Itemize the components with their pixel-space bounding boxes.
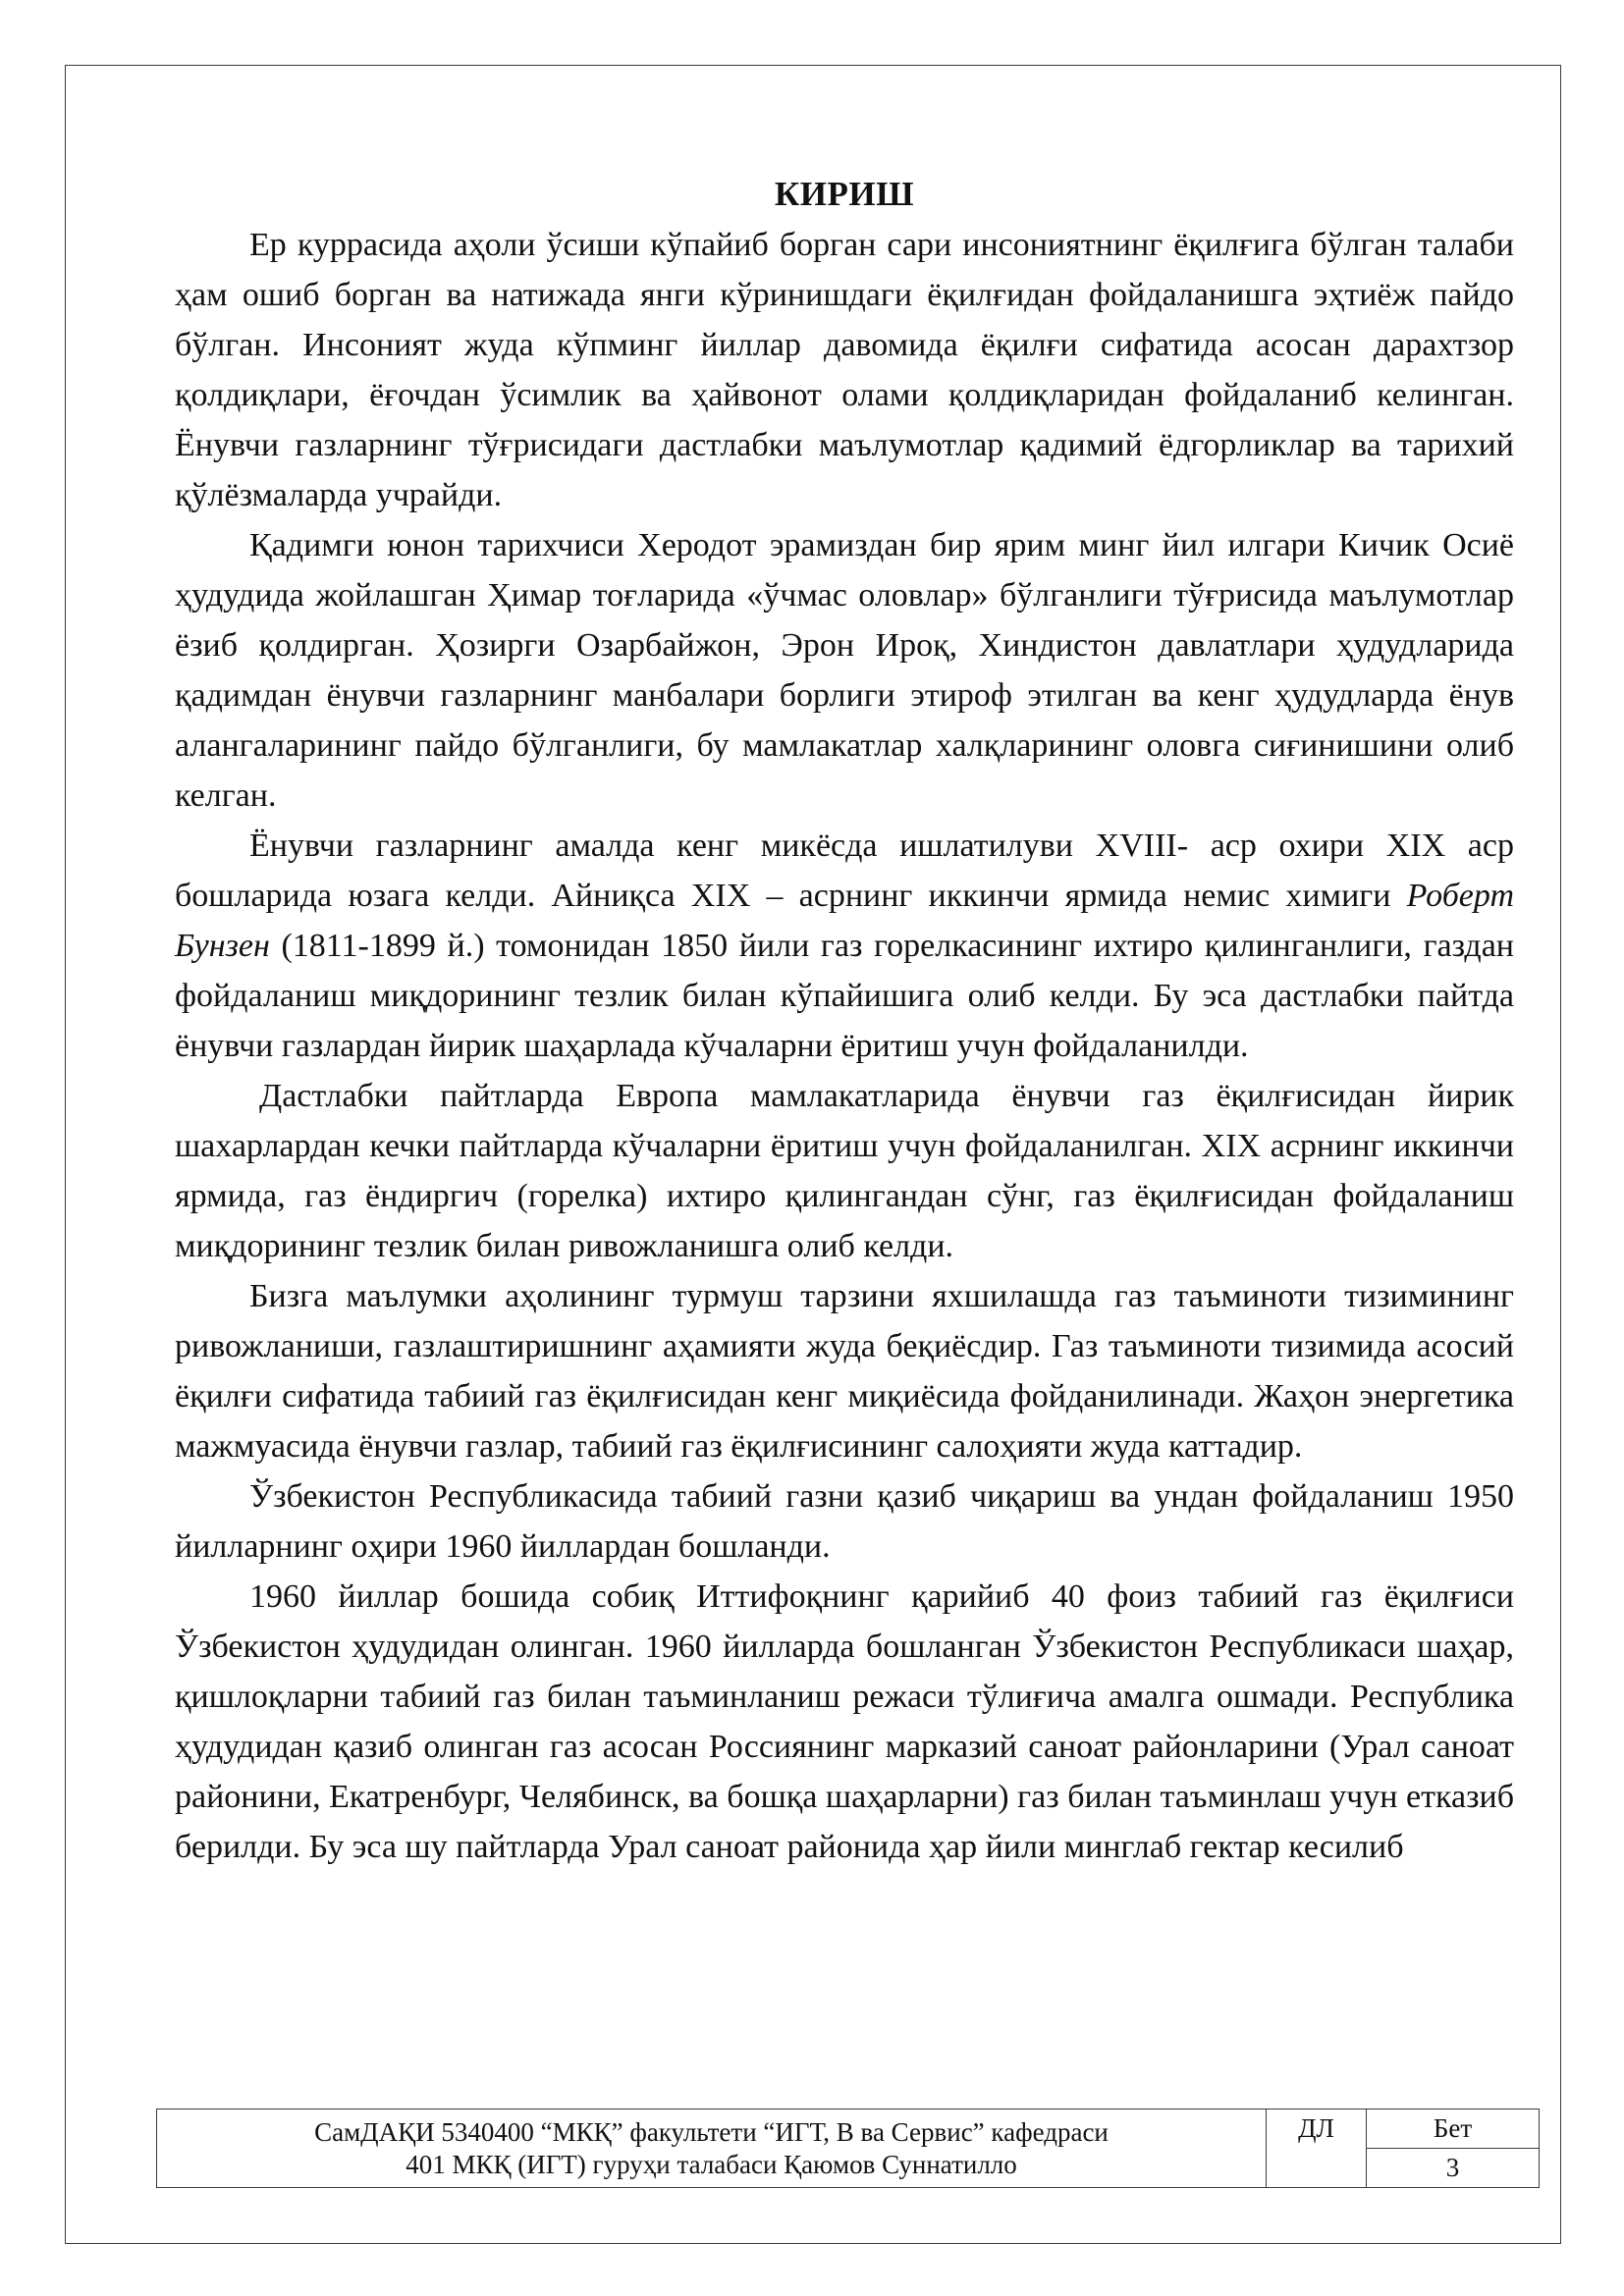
paragraph-3-text-end: (1811-1899 й.) томонидан 1850 йили газ горелкасининг ихтиро қилинганлиги, газдан фойдаланиш миқдорининг тезлик билан кўпайишига олиб келди. Бу эса дастлабки пайтда ёнувчи газлардан йирик шаҳарлада кўчаларни ёритиш учун фойдаланилди. bbox=[175, 928, 1514, 1064]
paragraph-3-text-start: Ёнувчи газларнинг амалда кенг микёсда ишлатилуви XVIII- аср охири XIX аср бошларида юзага келди. Айниқса XIX – асрнинг иккинчи ярмида немис химиги bbox=[175, 828, 1514, 914]
paragraph-4-text: Дастлабки пайтларда Европа мамлакатларида ёнувчи газ ёқилғисидан йирик шахарлардан кечки пайтларда кўчаларни ёритиш учун фойдаланилган. XIX асрнинг иккинчи ярмида, газ ёндиргич (горелка) ихтиро қилингандан сўнг, газ ёқилғисидан фойдаланиш миқдорининг тезлик билан ривожланишга олиб келди. bbox=[175, 1078, 1514, 1264]
stamp-org-line-2: 401 МКҚ (ИГТ) гуруҳи талабаси Қаюмов Суннатилло bbox=[406, 2149, 1017, 2179]
title-block-stamp bbox=[156, 2109, 1540, 2188]
paragraph-1 bbox=[175, 220, 1514, 520]
stamp-page-number: 3 bbox=[1445, 2152, 1460, 2182]
paragraph-6-text: Ўзбекистон Республикасида табиий газни қазиб чиқариш ва ундан фойдаланиш 1950 йилларнинг оҳири 1960 йиллардан бошланди. bbox=[175, 1478, 1514, 1565]
paragraph-5 bbox=[175, 1271, 1514, 1471]
paragraph-5-text: Бизга маълумки аҳолининг турмуш тарзини яхшилашда газ таъминоти тизимининг ривожланиши, газлаштиришнинг аҳамияти жуда беқиёсдир. Газ таъминоти тизимида асосий ёқилғи сифатида табиий газ ёқилғисидан кенг миқиёсида фойданилинади. Жаҳон энергетика мажмуасида ёнувчи газлар, табиий газ ёқилғисининг салоҳияти жуда каттадир. bbox=[175, 1278, 1514, 1465]
paragraph-4 bbox=[175, 1071, 1514, 1271]
paragraph-1-text: Ер куррасида аҳоли ўсиши кўпайиб борган сари инсониятнинг ёқилғига бўлган талаби ҳам ошиб борган ва натижада янги кўринишдаги ёқилғидан фойдаланишга эҳтиёж пайдо бўлган. Инсоният жуда кўпминг йиллар давомида ёқилғи сифатида асосан дарахтзор қолдиқлари, ёғочдан ўсимлик ва ҳайвонот олами қолдиқларидан фойдаланиб келинган. Ёнувчи газларнинг тўғрисидаги дастлабки маълумотлар қадимий ёдгорликлар ва тарихий қўлёзмаларда учрайди. bbox=[175, 227, 1514, 513]
paragraph-2 bbox=[175, 520, 1514, 821]
paragraph-3 bbox=[175, 821, 1514, 1071]
stamp-dl-label: ДЛ bbox=[1267, 2109, 1367, 2187]
stamp-organization bbox=[157, 2109, 1267, 2187]
paragraph-7 bbox=[175, 1572, 1514, 1872]
paragraph-2-text: Қадимги юнон тарихчиси Херодот эрамиздан бир ярим минг йил илгари Кичик Осиё ҳудудида жойлашган Ҳимар тоғларида «ўчмас оловлар» бўлганлиги тўғрисида маълумотлар ёзиб қолдирган. Ҳозирги Озарбайжон, Эрон Ироқ, Хиндистон давлатлари ҳудудларида қадимдан ёнувчи газларнинг манбалари борлиги этироф этилган ва кенг ҳудудларда ёнув алангаларининг пайдо бўлганлиги, бу мамлакатлар халқларининг оловга сиғинишини олиб келган. bbox=[175, 527, 1514, 814]
paragraph-6 bbox=[175, 1471, 1514, 1572]
paragraph-7-text: 1960 йиллар бошида собиқ Иттифоқнинг қарийиб 40 фоиз табиий газ ёқилғиси Ўзбекистон ҳудудидан олинган. 1960 йилларда бошланган Ўзбекистон Республикаси шаҳар, қишлоқларни табиий газ билан таъминланиш режаси тўлиғича амалга ошмади. Республика ҳудудидан қазиб олинган газ асосан Россиянинг марказий саноат районларини (Урал саноат районини, Екатренбург, Челябинск, ва бошқа шаҳарларни) газ билан таъминлаш учун етказиб берилди. Бу эса шу пайтларда Урал саноат районида ҳар йили минглаб гектар кесилиб bbox=[175, 1578, 1514, 1865]
document-body bbox=[175, 173, 1514, 1872]
page-title: КИРИШ bbox=[774, 175, 915, 213]
stamp-bet-label: Бет bbox=[1367, 2109, 1539, 2149]
stamp-org-line-1: СамДАҚИ 5340400 “МКҚ” факультети “ИГТ, В ва Сервис” кафедраси bbox=[314, 2116, 1109, 2147]
paragraph-3-italic-name: Роберт Бунзен bbox=[175, 878, 1514, 964]
